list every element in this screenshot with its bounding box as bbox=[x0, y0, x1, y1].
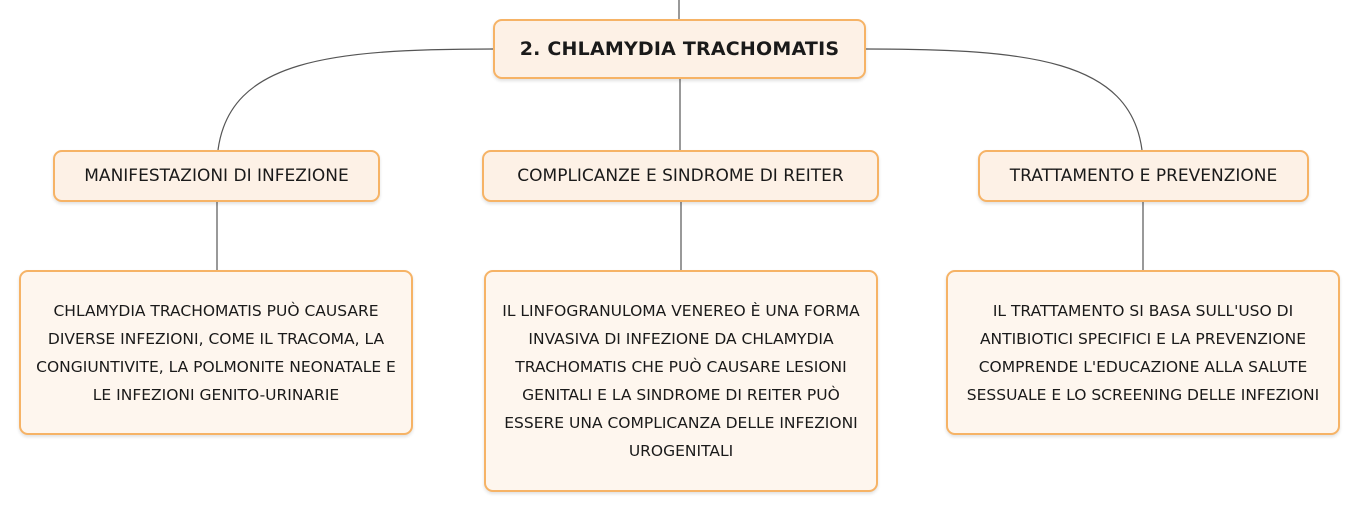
detail-node-manifestazioni[interactable] bbox=[19, 270, 413, 435]
root-node-label: 2. CHLAMYDIA TRACHOMATIS bbox=[519, 38, 840, 60]
root-node-chlamydia-trachomatis[interactable] bbox=[493, 19, 866, 79]
topic-node-trattamento[interactable] bbox=[978, 150, 1309, 202]
topic-node-manifestazioni[interactable] bbox=[53, 150, 380, 202]
detail-text-manifestazioni: CHLAMYDIA TRACHOMATIS PUÒ CAUSARE DIVERSE INFEZIONI, COME IL TRACOMA, LA CONGIUNTIVITE, LA POLMONITE NEONATALE E LE INFEZIONI GENITO-URINARIE bbox=[36, 301, 396, 404]
topic-node-complicanze[interactable] bbox=[482, 150, 879, 202]
detail-node-trattamento[interactable] bbox=[946, 270, 1340, 435]
detail-text-trattamento: IL TRATTAMENTO SI BASA SULL'USO DI ANTIBIOTICI SPECIFICI E LA PREVENZIONE COMPRENDE L'EDUCAZIONE ALLA SALUTE SESSUALE E LO SCREENING DELLE INFEZIONI bbox=[966, 301, 1320, 404]
detail-node-complicanze[interactable] bbox=[484, 270, 878, 492]
connector-root-to-manifestazioni bbox=[218, 49, 493, 150]
connector-root-to-trattamento bbox=[866, 49, 1142, 150]
topic-label-manifestazioni: MANIFESTAZIONI DI INFEZIONE bbox=[84, 166, 349, 186]
detail-text-complicanze: IL LINFOGRANULOMA VENEREO È UNA FORMA INVASIVA DI INFEZIONE DA CHLAMYDIA TRACHOMATIS CHE PUÒ CAUSARE LESIONI GENITALI E LA SINDROME DI REITER PUÒ ESSERE UNA COMPLICANZA DELLE INFEZIONI UROGENITALI bbox=[502, 302, 860, 460]
topic-label-complicanze: COMPLICANZE E SINDROME DI REITER bbox=[517, 166, 844, 186]
topic-label-trattamento: TRATTAMENTO E PREVENZIONE bbox=[1009, 166, 1278, 186]
